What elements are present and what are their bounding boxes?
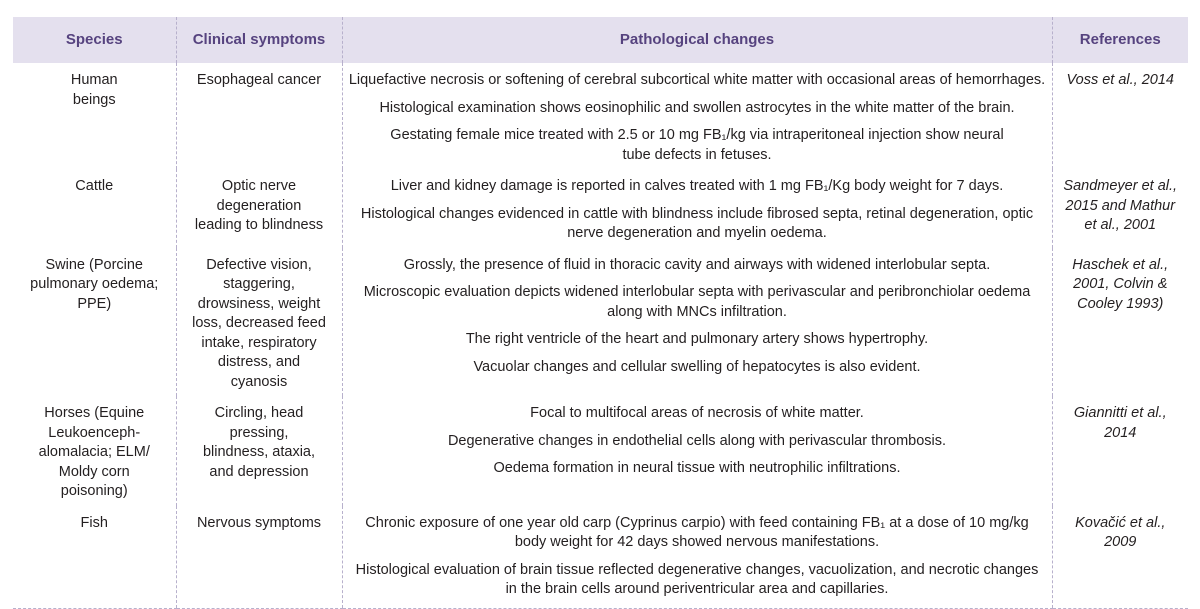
reference-cell: Kovačić et al., 2009 — [1052, 506, 1188, 609]
pathology-cell — [342, 506, 1052, 609]
pathology-text: Gestating female mice treated with 2.5 or 10 mg FB₁/kg via intraperitoneal injection show neural tube defects in fetuses. — [390, 127, 1004, 163]
pathology-text: Histological evaluation of brain tissue reflected degenerative changes, vacuolization, and necrotic changes in the brain cells around periventricular area and capillaries. — [355, 561, 1039, 597]
pathology-text: Liver and kidney damage is reported in calves treated with 1 mg FB₁/Kg body weight for 7 days. — [390, 178, 1004, 194]
table-row — [13, 506, 1188, 609]
table-header — [13, 17, 1188, 63]
pathology-cell — [342, 63, 1052, 169]
pathology-text: Grossly, the presence of fluid in thoracic cavity and airways with widened interlobular septa. — [403, 256, 991, 273]
pathology-text: Chronic exposure of one year old carp (Cyprinus carpio) with feed containing FB₁ at a dose of 10 mg/kg body weight for 42 days showed nervous manifestations. — [365, 514, 1029, 550]
species-text: Human beings — [70, 72, 118, 108]
species-cell: Swine (Porcine pulmonary oedema; PPE) — [30, 256, 159, 312]
pathology-text: Histological examination shows eosinophilic and swollen astrocytes in the white matter of the brain. — [379, 99, 1015, 116]
reference-cell: Giannitti et al., 2014 — [1052, 396, 1188, 506]
clinical-cell: Nervous symptoms — [176, 506, 342, 609]
reference-cell: Voss et al., 2014 — [1052, 63, 1188, 169]
header-references: References — [1052, 17, 1188, 63]
reference-cell: Sandmeyer et al., 2015 and Mathur et al., 2001 — [1052, 169, 1188, 248]
header-clinical-symptoms: Clinical symptoms — [176, 17, 342, 63]
species-cell: Fish — [13, 506, 176, 609]
species-cell: Cattle — [75, 178, 114, 194]
pathology-cell — [342, 169, 1052, 248]
species-cell — [13, 63, 176, 169]
table-row — [13, 396, 1188, 506]
clinical-cell: Esophageal cancer — [176, 63, 342, 169]
pathology-text: Oedema formation in neural tissue with neutrophilic infiltrations. — [493, 460, 901, 476]
clinical-cell: Optic nerve degeneration leading to blindness — [176, 169, 342, 248]
pathology-text: Histological changes evidenced in cattle with blindness include fibrosed septa, retinal degeneration, optic nerve degeneration and myelin oedema. — [360, 205, 1034, 241]
pathology-cell — [342, 248, 1052, 397]
pathology-cell — [342, 396, 1052, 506]
header-species: Species — [13, 17, 176, 63]
clinical-cell: Defective vision, staggering, drowsiness, weight loss, decreased feed intake, respiratory distress, and cyanosis — [176, 248, 342, 397]
pathology-text: The right ventricle of the heart and pulmonary artery shows hypertrophy. — [465, 331, 929, 347]
pathology-text: Microscopic evaluation depicts widened interlobular septa with perivascular and peribronchiolar oedema along with MNCs infiltration. — [363, 284, 1031, 320]
reference-cell: Haschek et al., 2001, Colvin & Cooley 1993) — [1052, 248, 1188, 397]
pathology-text: Vacuolar changes and cellular swelling of hepatocytes is also evident. — [473, 358, 921, 375]
pathology-text: Degenerative changes in endothelial cells along with perivascular thrombosis. — [447, 432, 947, 449]
pathology-table — [13, 17, 1188, 609]
table-row — [13, 169, 1188, 248]
table-row — [13, 248, 1188, 397]
header-pathological-changes: Pathological changes — [342, 17, 1052, 63]
species-cell: Horses (Equine Leukoenceph-alomalacia; ELM/ Moldy corn poisoning) — [38, 405, 150, 499]
table-row — [13, 63, 1188, 169]
pathology-text: Liquefactive necrosis or softening of cerebral subcortical white matter with occasional areas of hemorrhages. — [348, 72, 1046, 88]
clinical-cell: Circling, head pressing, blindness, ataxia, and depression — [176, 396, 342, 506]
pathology-text: Focal to multifocal areas of necrosis of white matter. — [530, 405, 864, 421]
table-body — [13, 63, 1188, 608]
